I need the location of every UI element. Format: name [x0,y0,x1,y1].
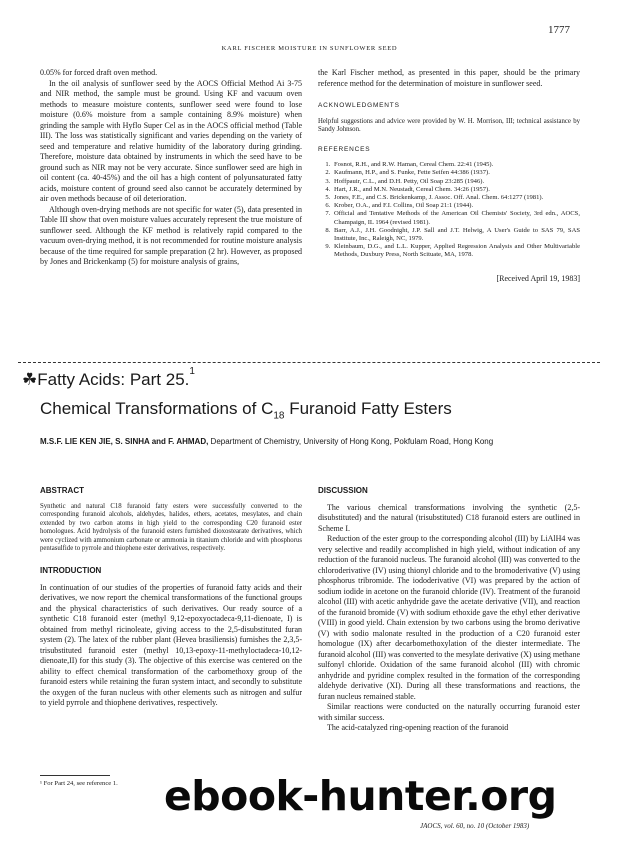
watermark: ebook-hunter.org [164,772,557,820]
paragraph: Reduction of the ester group to the corresponding alcohol (III) by LiAlH4 was very selective and readily accomplished in high yield, without indication of any reduction of the furanoid nucleus. The furanoid alcohol (III) was converted to the chloroderivative (IV) using thionyl chloride and to the bromoderivative (V) using phosphorus tribromide. The iododerivative (VI) was prepared by the action of sodium iodide in acetone on the furanoid chloride (IV). Treatment of the furanoid alcohol (III) with acetic anhydride gave the acetate derivative (VII), and reaction of the furanoid bromide (V) with sodium ethoxide gave the ethyl ether derivative (VIII) in good yield. Chain extension by two carbons using the bromo derivative (V) with sodio malonate resulted in the production of a C20 furanoid ester homologue (IX) after decarbomethoxylation of the diester intermediate. The furanoid alcohol (III) was converted to the mesylate derivative (X) using methane sulfonyl chloride. Oxidation of the same furanoid alcohol (III) with chromic anhydride and pyridine complex resulted in the formation of the corresponding aldehyde derivative (XI). During all these transformations and reactions, the furan nucleus remained stable. [318,534,580,701]
abstract-heading: ABSTRACT [40,486,84,495]
page-number: 1777 [548,24,570,36]
bottom-left-column [40,486,302,709]
discussion-heading: DISCUSSION [318,486,368,495]
reference-item: 7. Official and Tentative Methods of the American Oil Chemists' Society, 3rd edn., AOCS, Champaign, IL 1964 (revised 1981). [332,210,580,226]
reference-item: 4. Hart, J.R., and M.N. Neustadt, Cereal Chem. 34:26 (1957). [332,186,580,194]
article-title-line2: Chemical Transformations of $C_{18}$ Furanoid Fatty Esters [40,399,452,422]
article-divider [18,362,600,363]
reference-list [318,161,580,259]
acknowledgments-text: Helpful suggestions and advice were provided by W. H. Morrison, III; technical assistance by Sandy Johnson. [318,117,580,134]
reference-item: 3. Hoffpauir, C.L., and D.H. Petty, Oil Soap 23:285 (1946). [332,178,580,186]
journal-footer: JAOCS, vol. 60, no. 10 (October 1983) [420,822,530,830]
author-names: M.S.F. LIE KEN JIE, S. SINHA and F. AHMAD, [40,437,209,446]
reference-item: 1. Fosnot, R.H., and R.W. Haman, Cereal Chem. 22:41 (1945). [332,161,580,169]
received-date: [Received April 19, 1983] [496,273,580,283]
paragraph: In continuation of our studies of the properties of furanoid fatty acids and their derivatives, we now report the chemical transformations of the functional groups and the physical characteristics of such derivatives. Our ready source of a synthetic C18 furanoid ester (methyl 9,12-epoxyoctadeca-9,11-dienoate, I) is obtained from methyl ricinoleate, giving access to the 2,5-disubstituted furan system (2). The latex of the rubber plant (Hevea brasiliensis) furnishes the 2,3,5-trisubstituted furanoid ester (methyl 10,13-epoxy-11-methyloctadeca-10,12-dienoate,II) for this study (3). The objective of this exercise was centered on the ability to effect chemical transformation of the carbomethoxy group of the furanoid esters while retaining the furan system intact, and secondly to substitute the oxygen of the furan nucleus with other elements such as nitrogen and sulfur to yield pyrrole and thiophene derivatives, respectively. [40,582,302,708]
paragraph: Similar reactions were conducted on the naturally occurring furanoid ester with similar success. [318,702,580,722]
reference-item: 9. Kleinbaum, D.G., and L.L. Kupper, Applied Regression Analysis and Other Multivariable Methods, Duxbury Press, North Scituate, MA, 1978. [332,243,580,259]
footnote: ¹ For Part 24, see reference 1. [40,780,118,787]
reference-item: 6. Krober, O.A., and F.I. Collins, Oil Soap 21:1 (1944). [332,202,580,210]
introduction-heading: INTRODUCTION [40,566,102,576]
references-heading: REFERENCES [318,145,371,153]
top-left-column [40,68,302,268]
reference-item: 2. Kaufmann, H.P., and S. Funke, Fette Seifen 44:386 (1937). [332,169,580,177]
abstract-text: Synthetic and natural C18 furanoid fatty esters were successfully converted to the corresponding furanoid alcohols, aldehydes, halides, ethers, acetates, mesylates, and chain extended by two carbon atoms in high yield to the corresponding C20 furanoid ester homologues. Acid hydrolysis of the furanoid esters furnished dioxostearate derivatives, which were cyclized with ammonium carbonate or ammonia in titanium chloride and with phosphorus pentasulfide to pyrrole and thiophene ester derivatives, respectively. [40,502,302,553]
reference-item: 5. Jones, F.E., and C.S. Brickenkamp, J. Assoc. Off. Anal. Chem. 64:1277 (1981). [332,194,580,202]
acknowledgments-heading: ACKNOWLEDGMENTS [318,102,400,109]
paragraph: 0.05% for forced draft oven method. [40,68,158,77]
paragraph: Although oven-drying methods are not specific for water (5), data presented in Table III show that oven moisture values accurately represent the true moisture of sunflower seed. Although the KF method is relatively rapid compared to the vacuum oven-drying method, it is not recommended for routine moisture analysis because of the time required for sample preparation (2 hr). However, as proposed by Jones and Brickenkamp (5) for moisture analysis of grains, [40,204,302,266]
reference-item: 8. Barr, A.J., J.H. Goodnight, J.P. Sall and J.T. Helwig, A User's Guide to SAS 79, SAS Institute, Inc., Raleigh, NC, 1979. [332,227,580,243]
bottom-right-column [318,486,580,734]
top-right-column [318,68,580,284]
paragraph: The acid-catalyzed ring-opening reaction of the furanoid [327,723,509,732]
clover-icon: ☘ [22,370,38,389]
paragraph: The various chemical transformations involving the synthetic (2,5-disubstituted) and the natural (trisubstituted) C18 furanoid esters are outlined in Scheme I. [318,502,580,533]
paragraph: In the oil analysis of sunflower seed by the AOCS Official Method Ai 3-75 and NIR method, the sample must be ground. Using KF and vacuum oven methods to measure moisture contents, sunflower seed were found to lose moisture (0.6% moisture from a sample containing 8.9% moisture) when grinding the sample with Hyflo Super Cel as in the AOCS official method (Table III). The loss was statistically significant and varies depending on the variety of seed and temperature and relative humidity of the laboratory during grinding. Therefore, moisture data obtained by instruments in which the seed have to be ground such as NIR may not be very accurate. Since sunflower seed are high in oil content (ca. 40-45%) and the oil has a high content of polyunsaturated fatty acids, moisture content of ground seed also cannot be accurately determined by air oven methods because of oil deterioration. [40,78,302,203]
running-head: KARL FISCHER MOISTURE IN SUNFLOWER SEED [221,45,398,52]
affiliation: Department of Chemistry, University of Hong Kong, Pokfulam Road, Hong Kong [210,437,494,446]
article-title-line1: ☘Fatty Acids: Part 25.$^1$ [22,366,195,389]
authors [40,436,550,448]
paragraph: the Karl Fischer method, as presented in this paper, should be the primary reference method for the determination of moisture in sunflower seed. [318,68,580,88]
footnote-rule [40,775,110,776]
